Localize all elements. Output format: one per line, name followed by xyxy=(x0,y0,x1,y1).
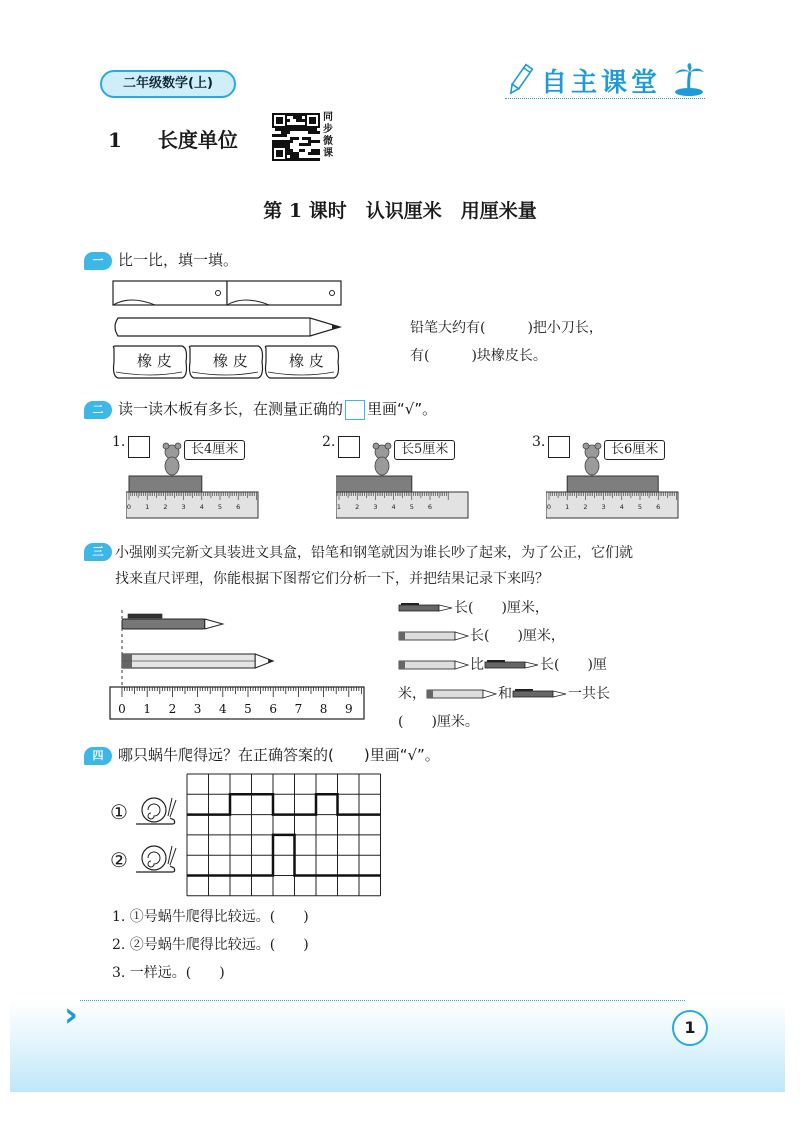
brand-underline xyxy=(505,98,705,99)
qr-module xyxy=(308,137,311,140)
footer-band xyxy=(10,995,785,1092)
qr-module xyxy=(311,158,314,161)
qr-module xyxy=(302,119,305,122)
qr-module xyxy=(314,140,317,143)
pen-nib xyxy=(205,619,223,629)
bear-ear xyxy=(583,443,589,449)
qr-module xyxy=(287,119,290,122)
section3-q1-text: 长( )厘米， xyxy=(454,600,549,616)
qr-module xyxy=(281,140,284,143)
qr-module xyxy=(281,128,284,131)
qr-module xyxy=(290,155,293,158)
ruler-tick-label: 0 xyxy=(118,702,126,716)
qr-module xyxy=(290,128,293,131)
qr-module xyxy=(287,113,290,116)
brand-header xyxy=(505,60,705,100)
knife-1 xyxy=(113,281,227,305)
option-number: 1. xyxy=(112,434,126,450)
qr-module xyxy=(314,158,317,161)
pen-icon xyxy=(512,688,568,700)
qr-module xyxy=(311,149,314,152)
eraser-label-2: 橡 皮 xyxy=(213,352,248,370)
section3-q4-mid: 和 xyxy=(498,686,512,702)
length-label: 长4厘米 xyxy=(184,440,245,460)
pencil-icon-small xyxy=(398,630,470,642)
ruler-tick-label: 6 xyxy=(427,503,433,511)
ruler-measure-figure xyxy=(126,434,266,524)
qr-module xyxy=(290,113,293,116)
section4-header xyxy=(84,744,440,766)
section4-badge: 四 xyxy=(84,747,112,765)
ruler-tick-label: 2 xyxy=(168,702,177,716)
qr-finder-core xyxy=(309,117,316,124)
qr-module xyxy=(281,131,284,134)
qr-module xyxy=(287,146,290,149)
qr-module xyxy=(308,152,311,155)
page-number: 1 xyxy=(672,1010,708,1046)
chevron-right-icon: › xyxy=(64,995,79,1035)
qr-module xyxy=(287,131,290,134)
qr-module xyxy=(302,113,305,116)
section3-q3 xyxy=(398,655,607,675)
ruler-tick-label: 5 xyxy=(637,503,643,511)
snail1-path xyxy=(187,794,381,814)
qr-module xyxy=(314,152,317,155)
section4-title: 哪只蜗牛爬得远？在正确答案的( )里画“√”。 xyxy=(118,746,440,764)
bear-body xyxy=(375,457,389,475)
section3-header xyxy=(84,540,118,562)
qr-module xyxy=(275,134,278,137)
length-label: 长5厘米 xyxy=(394,440,455,460)
qr-module xyxy=(290,137,293,140)
qr-module xyxy=(284,134,287,137)
wood-board xyxy=(567,476,658,492)
unit-title xyxy=(108,124,238,153)
section3-q4-start: 米， xyxy=(398,686,426,702)
ruler-tick-label: 0 xyxy=(126,503,132,511)
qr-module xyxy=(287,128,290,131)
qr-module xyxy=(314,131,317,134)
wood-board xyxy=(336,476,412,492)
qr-module xyxy=(278,143,281,146)
qr-module xyxy=(290,152,293,155)
ruler-tick-label: 5 xyxy=(217,503,223,511)
qr-module xyxy=(287,140,290,143)
qr-module xyxy=(287,152,290,155)
ruler-tick-label: 5 xyxy=(409,503,414,511)
qr-module xyxy=(302,158,305,161)
ruler-tick-label: 6 xyxy=(236,503,241,511)
option-number: 2. xyxy=(322,434,336,450)
qr-module xyxy=(290,125,293,128)
section3-q1 xyxy=(398,598,549,618)
section1-figure xyxy=(110,278,346,388)
ruler-tick-label: 3 xyxy=(181,503,186,511)
ruler-measure-figure xyxy=(546,434,686,524)
section3-q4 xyxy=(398,684,610,704)
ruler-tick-label: 4 xyxy=(619,503,624,511)
qr-module xyxy=(317,149,320,152)
ruler-tick-label: 3 xyxy=(193,702,202,716)
qr-module xyxy=(299,119,302,122)
section4-answer-3[interactable]: 3. 一样远。( ) xyxy=(112,965,225,981)
qr-module xyxy=(299,143,302,146)
qr-module xyxy=(275,140,278,143)
palm-tree-icon xyxy=(673,62,705,96)
ruler-tick-label: 2 xyxy=(355,503,360,511)
qr-module xyxy=(272,143,275,146)
qr-module xyxy=(293,137,296,140)
snail-icon xyxy=(132,790,178,830)
section2-header xyxy=(84,398,437,420)
qr-module xyxy=(314,149,317,152)
ruler-tick-label: 8 xyxy=(319,702,328,716)
qr-module xyxy=(293,116,296,119)
snail-path-grid xyxy=(186,773,382,899)
section2-title-after: 里画“√”。 xyxy=(367,400,438,418)
footer-divider xyxy=(80,1000,685,1001)
section3-q3-end: 长( )厘 xyxy=(540,657,607,673)
qr-module xyxy=(287,149,290,152)
section3-intro: 小强刚买完新文具装进文具盒，铅笔和钢笔就因为谁长吵了起来，为了公正，它们就找来直尺评理，你能根据下图帮它们分析一下，并把结果记录下来吗？ xyxy=(115,545,633,587)
section1-badge: 一 xyxy=(84,252,112,270)
bear-ear xyxy=(175,443,181,449)
qr-module xyxy=(302,149,305,152)
bear-ear xyxy=(595,443,601,449)
qr-module xyxy=(278,134,281,137)
ruler-tick-label: 3 xyxy=(601,503,606,511)
section4-answer-1[interactable]: 1. ①号蜗牛爬得比较远。( ) xyxy=(112,909,309,925)
snail2-label: ② xyxy=(110,848,128,872)
bear-ear xyxy=(385,443,391,449)
section3-figure xyxy=(108,605,368,720)
qr-module xyxy=(311,131,314,134)
section1-line2: 有( )块橡皮长。 xyxy=(410,348,547,364)
qr-module xyxy=(281,134,284,137)
eraser-label-3: 橡 皮 xyxy=(289,352,324,370)
qr-module xyxy=(305,158,308,161)
subject-pill: 二年级数学(上) xyxy=(100,70,236,98)
qr-module xyxy=(293,113,296,116)
qr-module xyxy=(317,131,320,134)
qr-module xyxy=(311,140,314,143)
ruler-tick-label: 3 xyxy=(373,503,378,511)
qr-module xyxy=(287,158,290,161)
section3-q5: ( )厘米。 xyxy=(398,714,479,730)
qr-module xyxy=(287,143,290,146)
qr-module xyxy=(299,113,302,116)
section2-badge: 二 xyxy=(84,401,112,419)
qr-module xyxy=(302,143,305,146)
qr-finder-core xyxy=(276,150,283,157)
ruler-measure-figure xyxy=(336,434,476,524)
unit-number: 1 xyxy=(108,128,122,152)
qr-module xyxy=(305,137,308,140)
qr-module xyxy=(296,116,299,119)
option-number: 3. xyxy=(532,434,546,450)
pencil-icon-small xyxy=(426,688,498,700)
pencil xyxy=(115,318,340,336)
qr-finder-core xyxy=(276,117,283,124)
ruler-tick-label: 0 xyxy=(546,503,552,511)
qr-module xyxy=(296,119,299,122)
answer-box-sample xyxy=(345,400,365,420)
qr-module xyxy=(299,116,302,119)
section1-line1: 铅笔大约有( )把小刀长， xyxy=(410,320,603,336)
qr-module xyxy=(284,143,287,146)
qr-module xyxy=(299,128,302,131)
length-label: 长6厘米 xyxy=(604,440,665,460)
section3-q4-end: 一共长 xyxy=(568,686,610,702)
qr-module xyxy=(302,137,305,140)
wood-board xyxy=(129,476,202,492)
qr-module xyxy=(308,158,311,161)
qr-module xyxy=(281,143,284,146)
qr-module xyxy=(308,140,311,143)
ruler-tick-label: 1 xyxy=(145,503,150,511)
section3-q3-mid: 比 xyxy=(470,657,484,673)
qr-module xyxy=(296,152,299,155)
qr-module xyxy=(305,128,308,131)
ruler-tick-label: 9 xyxy=(344,702,353,716)
qr-module xyxy=(293,155,296,158)
qr-module xyxy=(311,152,314,155)
ruler-tick-label: 4 xyxy=(199,503,204,511)
qr-module xyxy=(296,155,299,158)
section3-badge: 三 xyxy=(84,543,112,561)
qr-module xyxy=(284,140,287,143)
qr-module xyxy=(296,113,299,116)
qr-module xyxy=(311,128,314,131)
qr-module xyxy=(290,158,293,161)
pen-clip xyxy=(128,614,162,618)
qr-module xyxy=(308,131,311,134)
qr-module xyxy=(293,152,296,155)
qr-module xyxy=(308,128,311,131)
qr-module xyxy=(302,125,305,128)
knife-2 xyxy=(227,281,341,305)
section3-q2 xyxy=(398,626,565,646)
qr-module xyxy=(299,158,302,161)
qr-module xyxy=(302,128,305,131)
lesson-title: 第 1 课时 认识厘米 用厘米量 xyxy=(263,200,537,222)
qr-label: 同步微课 xyxy=(323,112,333,159)
qr-module xyxy=(296,125,299,128)
pen xyxy=(122,619,205,629)
pencil-icon xyxy=(505,60,535,100)
qr-module xyxy=(272,134,275,137)
qr-module xyxy=(317,152,320,155)
pencil-lead xyxy=(268,659,273,664)
qr-module xyxy=(314,128,317,131)
ruler-tick-label: 1 xyxy=(143,702,152,716)
pen-icon xyxy=(398,602,454,614)
qr-module xyxy=(287,125,290,128)
ruler-tick-label: 1 xyxy=(336,503,342,511)
bear-body xyxy=(585,457,599,475)
qr-module xyxy=(278,128,281,131)
section3-q2-text: 长( )厘米， xyxy=(470,628,565,644)
ruler-tick-label: 2 xyxy=(163,503,168,511)
ruler-tick-label: 7 xyxy=(294,702,303,716)
qr-module xyxy=(299,125,302,128)
qr-module xyxy=(299,149,302,152)
snail-icon xyxy=(132,838,178,878)
qr-module xyxy=(308,143,311,146)
ruler-tick-label: 2 xyxy=(583,503,588,511)
qr-code[interactable] xyxy=(272,112,320,162)
qr-module xyxy=(290,140,293,143)
ruler-tick-label: 4 xyxy=(218,702,227,716)
unit-name: 长度单位 xyxy=(157,128,238,152)
qr-module xyxy=(296,158,299,161)
qr-module xyxy=(293,158,296,161)
ruler-tick-label: 5 xyxy=(244,702,252,716)
qr-module xyxy=(296,137,299,140)
section2-title-before: 读一读木板有多长，在测量正确的 xyxy=(118,400,344,418)
bear-ear xyxy=(163,443,169,449)
ruler-tick-label: 6 xyxy=(269,702,278,716)
section1-header xyxy=(84,249,238,271)
bear-body xyxy=(165,457,179,475)
qr-module xyxy=(296,128,299,131)
qr-module xyxy=(278,140,281,143)
qr-module xyxy=(293,125,296,128)
ruler-tick-label: 4 xyxy=(391,503,396,511)
ruler-tick-label: 6 xyxy=(656,503,661,511)
pen-icon xyxy=(484,659,540,671)
qr-module xyxy=(293,128,296,131)
section4-answer-2[interactable]: 2. ②号蜗牛爬得比较远。( ) xyxy=(112,937,309,953)
qr-module xyxy=(317,158,320,161)
brand-title: 自主课堂 xyxy=(541,68,662,98)
bear-ear xyxy=(373,443,379,449)
pencil-icon-small xyxy=(398,659,470,671)
qr-module xyxy=(275,143,278,146)
qr-module xyxy=(275,128,278,131)
snail1-label: ① xyxy=(110,800,128,824)
ruler-tick-label: 1 xyxy=(565,503,570,511)
qr-module xyxy=(305,143,308,146)
qr-module xyxy=(284,128,287,131)
section1-title: 比一比，填一填。 xyxy=(118,251,239,269)
qr-module xyxy=(290,149,293,152)
qr-module xyxy=(272,140,275,143)
eraser-label-1: 橡 皮 xyxy=(137,352,172,370)
qr-module xyxy=(317,140,320,143)
qr-module xyxy=(284,131,287,134)
